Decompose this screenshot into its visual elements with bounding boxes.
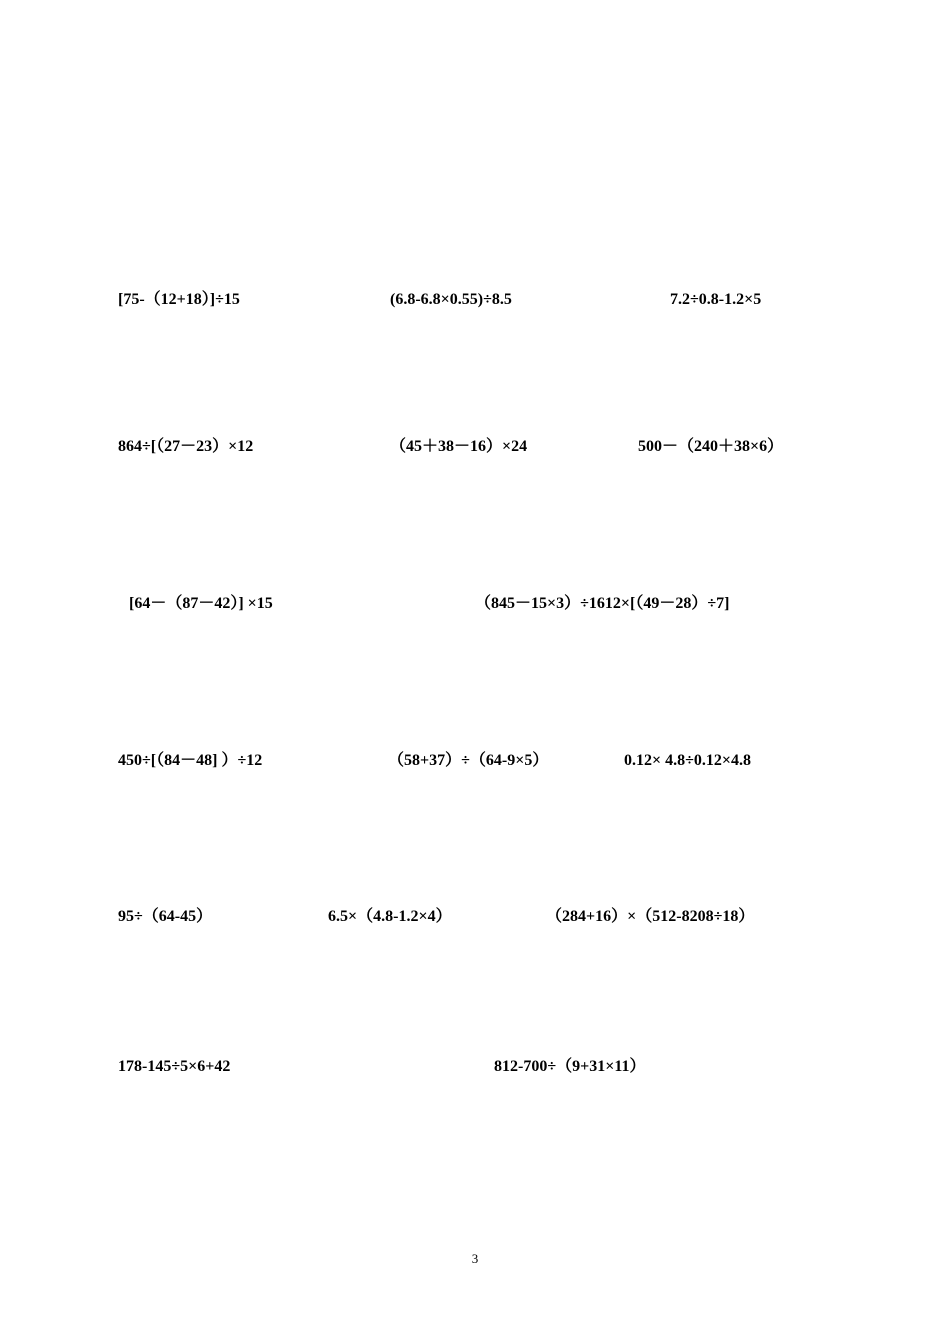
math-expression: （845－15×3）÷1612×[（49－28）÷7] xyxy=(475,595,730,612)
math-expression: （45＋38－16）×24 xyxy=(390,438,528,455)
math-expression: 450÷[（84－48] ）÷12 xyxy=(118,752,263,769)
math-expression: 95÷（64-45） xyxy=(118,908,213,925)
math-expression: （284+16）×（512-8208÷18） xyxy=(546,908,755,925)
math-expression: (6.8-6.8×0.55)÷8.5 xyxy=(390,291,512,308)
math-expression: 500－（240＋38×6） xyxy=(638,438,784,455)
math-expression: [75-（12+18）]÷15 xyxy=(118,291,240,308)
page-number: 3 xyxy=(471,1251,479,1266)
math-expression: 7.2÷0.8-1.2×5 xyxy=(670,291,762,308)
math-expression: （58+37）÷（64-9×5） xyxy=(388,752,549,769)
math-expression: [64－（87－42）] ×15 xyxy=(129,595,273,612)
math-expression: 6.5×（4.8-1.2×4） xyxy=(328,908,452,925)
math-expression: 178-145÷5×6+42 xyxy=(118,1058,231,1075)
math-expression: 0.12× 4.8÷0.12×4.8 xyxy=(624,752,752,769)
math-expression: 812-700÷（9+31×11） xyxy=(494,1058,646,1075)
math-expression: 864÷[（27－23）×12 xyxy=(118,438,254,455)
